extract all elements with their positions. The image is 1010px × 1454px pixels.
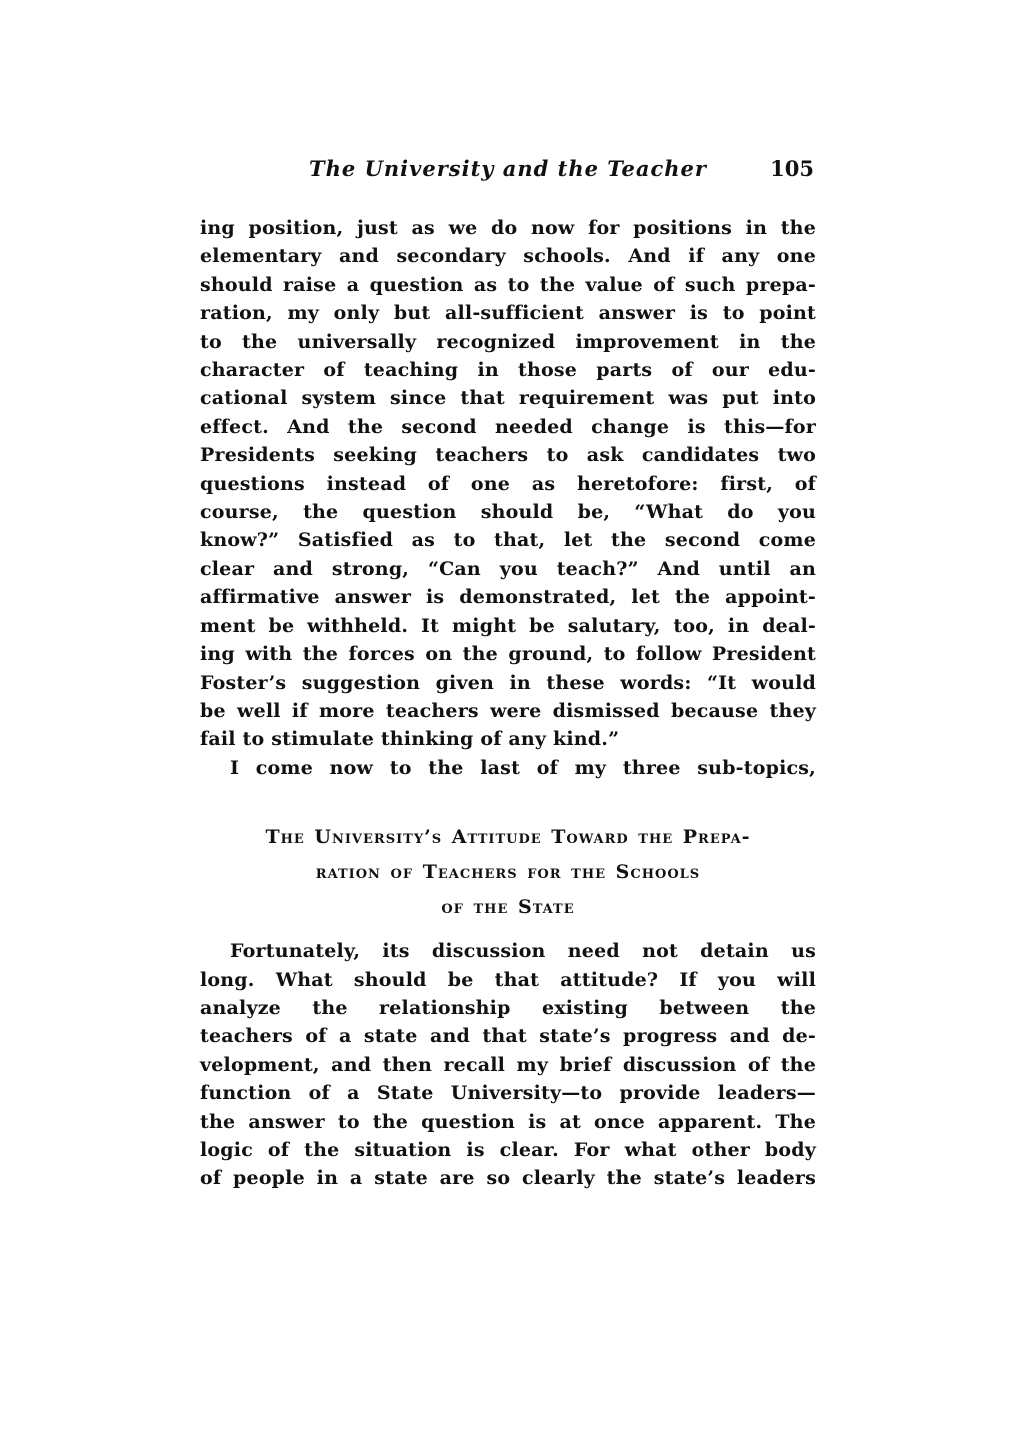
- text-line: long. What should be that attitude? If you will: [200, 968, 816, 991]
- text-line: questions instead of one as heretofore: first, of: [200, 472, 816, 495]
- section-heading-line: The University’s Attitude Toward the Prepa-: [265, 826, 751, 849]
- text-line: affirmative answer is demonstrated, let the appoint-: [200, 586, 816, 609]
- text-line: should raise a question as to the value of such prepa-: [200, 273, 816, 296]
- text-line: analyze the relationship existing between the: [200, 996, 816, 1019]
- text-line: be well if more teachers were dismissed because they: [200, 699, 816, 722]
- text-line: logic of the situation is clear. For what other body: [200, 1138, 816, 1161]
- paragraph-body: [200, 937, 816, 1193]
- text-line: course, the question should be, “What do you: [200, 501, 816, 524]
- text-line: fail to stimulate thinking of any kind.”: [200, 728, 620, 751]
- text-line: function of a State University—to provide leaders—: [200, 1082, 816, 1105]
- text-line: velopment, and then recall my brief discussion of the: [200, 1053, 816, 1076]
- text-line: character of teaching in those parts of our edu-: [200, 359, 816, 382]
- running-head: [200, 152, 816, 188]
- text-line: ing with the forces on the ground, to follow President: [200, 643, 816, 666]
- text-line: Fortunately, its discussion need not detain us: [230, 940, 816, 963]
- text-line: elementary and secondary schools. And if any one: [200, 245, 816, 268]
- text-line: clear and strong, “Can you teach?” And until an: [200, 557, 816, 580]
- section-heading: [200, 820, 816, 925]
- text-line: to the universally recognized improvement in the: [200, 330, 816, 353]
- text-line: the answer to the question is at once apparent. The: [200, 1110, 816, 1133]
- text-line: ration, my only but all-sufficient answer is to point: [200, 302, 816, 325]
- section-heading-line: of the State: [441, 896, 575, 919]
- text-line: of people in a state are so clearly the state’s leaders: [200, 1167, 816, 1190]
- text-line: effect. And the second needed change is this—for: [200, 415, 816, 438]
- text-line: know?” Satisfied as to that, let the second come: [200, 529, 816, 552]
- paragraph-continuation: [200, 214, 816, 754]
- text-line: teachers of a state and that state’s progress and de-: [200, 1025, 816, 1048]
- text-line: ing position, just as we do now for positions in the: [200, 217, 816, 239]
- text-line: Presidents seeking teachers to ask candidates two: [200, 444, 816, 467]
- text-line: ment be withheld. It might be salutary, too, in deal-: [200, 614, 816, 637]
- text-line: cational system since that requirement was put into: [200, 387, 816, 410]
- text-line: Foster’s suggestion given in these words: “It would: [200, 671, 816, 694]
- running-head-title: The University and the Teacher: [309, 156, 707, 181]
- text-line: I come now to the last of my three sub-topics,: [230, 756, 816, 779]
- text-column: [200, 0, 816, 1193]
- page-number: 105: [770, 156, 814, 181]
- section-heading-line: ration of Teachers for the Schools: [315, 861, 701, 884]
- paragraph-transition: [200, 754, 816, 782]
